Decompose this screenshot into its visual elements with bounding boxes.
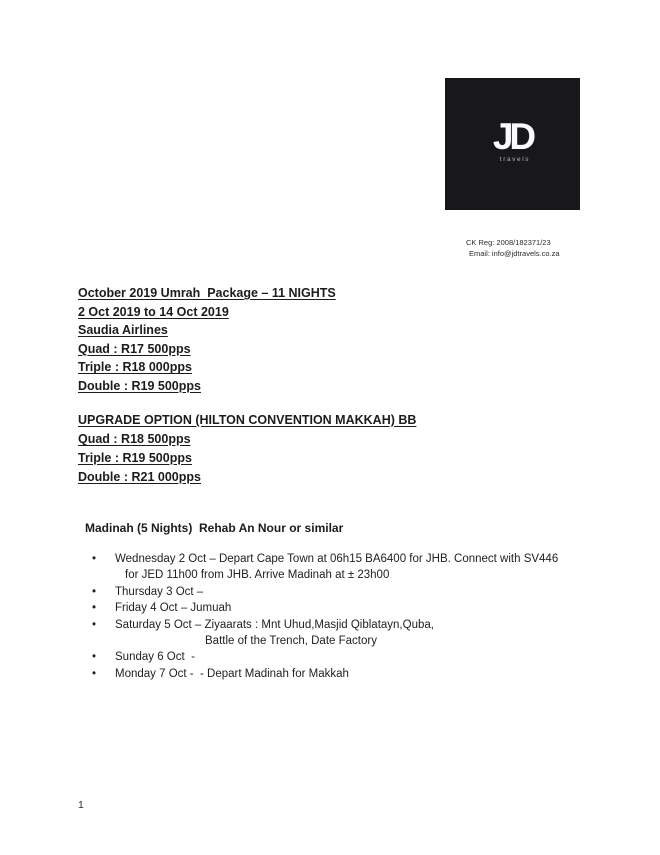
list-item [92,666,597,682]
package-price-double: Double : R19 500pps [78,378,201,393]
itinerary-text: Friday 4 Oct – Jumuah [115,602,232,615]
list-item [92,649,597,665]
itinerary-text: Saturday 5 Oct – Ziyaarats : Mnt Uhud,Masjid Qiblatayn,Quba, [115,618,434,631]
itinerary-text: Monday 7 Oct - - Depart Madinah for Makkah [115,667,349,680]
itinerary-entry [115,617,597,650]
itinerary-text: Sunday 6 Oct - [115,651,195,664]
itinerary-continuation: for JED 11h00 from JHB. Arrive Madinah at ± 23h00 [125,569,390,582]
itinerary-entry [115,666,597,682]
madinah-itinerary-list [92,551,597,682]
list-item [92,551,597,584]
package-date-range: 2 Oct 2019 to 14 Oct 2019 [78,304,229,319]
bullet-marker-icon [92,666,115,682]
package-airline: Saudia Airlines [78,323,168,338]
package-title: October 2019 Umrah Package – 11 NIGHTS [78,286,336,300]
itinerary-entry [115,649,597,665]
madinah-section-heading: Madinah (5 Nights) Rehab An Nour or similar [85,521,344,535]
itinerary-entry [115,551,597,584]
list-item [92,584,597,600]
bullet-marker-icon [92,551,115,567]
upgrade-price-double: Double : R21 000pps [78,470,201,484]
jd-monogram-icon: JD [492,116,533,157]
upgrade-price-triple: Triple : R19 500pps [78,451,192,465]
upgrade-title: UPGRADE OPTION (HILTON CONVENTION MAKKAH) BB [78,413,417,427]
jd-travels-logo [445,78,580,210]
bullet-marker-icon [92,649,115,665]
itinerary-entry [115,600,597,616]
bullet-marker-icon [92,600,115,616]
ck-reg-line: CK Reg: 2008/182371/23 [466,238,551,247]
upgrade-price-quad: Quad : R18 500pps [78,432,191,446]
page-number: 1 [78,799,84,811]
company-info [466,237,560,259]
bullet-marker-icon [92,617,115,633]
itinerary-continuation: Battle of the Trench, Date Factory [205,635,377,648]
upgrade-option [78,411,416,487]
email-line: Email: info@jdtravels.co.za [469,249,560,258]
package-details [78,284,336,396]
logo-mark [493,118,532,163]
itinerary-text: Thursday 3 Oct – [115,585,204,598]
list-item [92,600,597,616]
list-item [92,617,597,650]
package-price-triple: Triple : R18 000pps [78,360,192,375]
package-price-quad: Quad : R17 500pps [78,341,191,356]
itinerary-text: Wednesday 2 Oct – Depart Cape Town at 06h15 BA6400 for JHB. Connect with SV446 [115,553,559,565]
logo-subtext: travels [499,156,531,163]
bullet-marker-icon [92,584,115,600]
itinerary-entry [115,584,597,600]
